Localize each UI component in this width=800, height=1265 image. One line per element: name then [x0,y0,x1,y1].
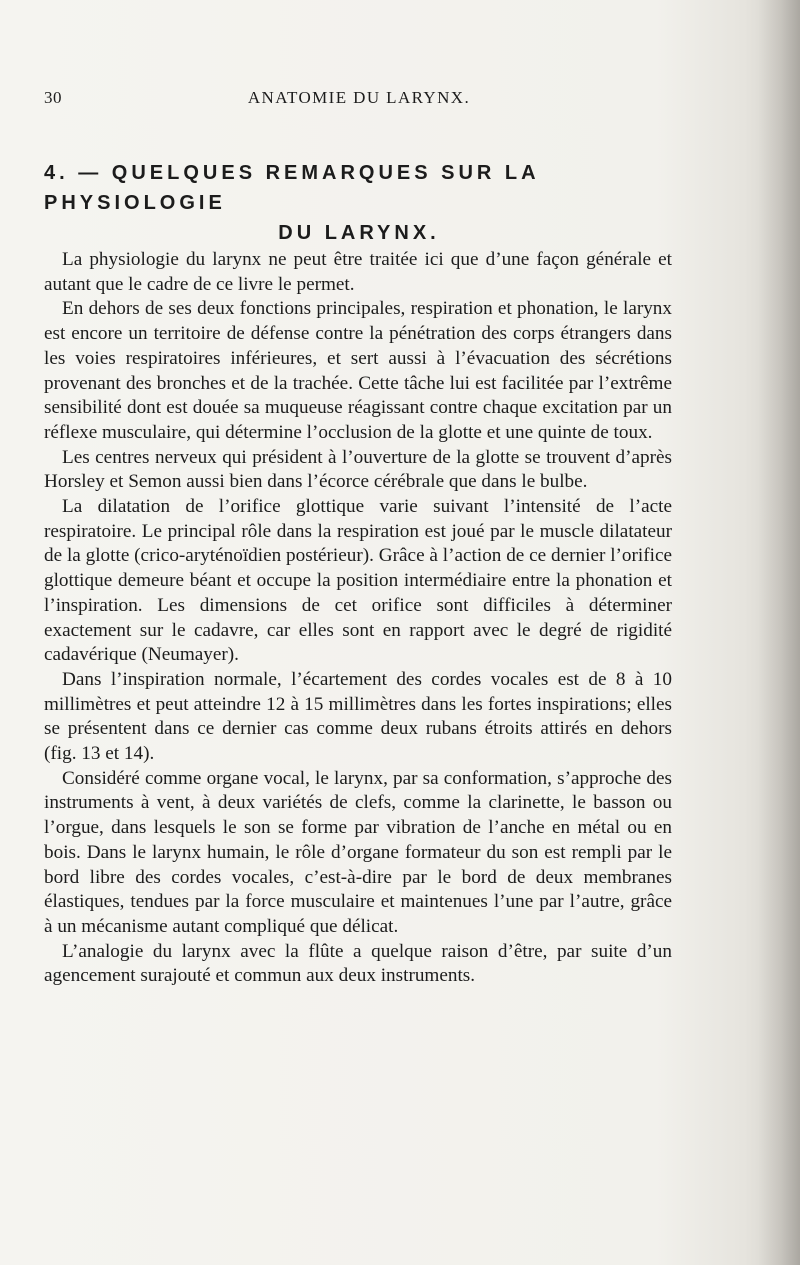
body-text [44,248,672,989]
paragraph: L’analogie du larynx avec la flûte a quelque raison d’être, par suite d’un agencement surajouté et commun aux deux instruments. [44,940,672,987]
paragraph: La physiologie du larynx ne peut être traitée ici que d’une façon générale et autant que le cadre de ce livre le permet. [44,249,672,295]
paragraph: Les centres nerveux qui président à l’ouverture de la glotte se trouvent d’après Horsley et Semon aussi bien dans l’écorce cérébrale que dans le bulbe. [44,446,672,493]
paragraph: Considéré comme organe vocal, le larynx, par sa conformation, s’approche des instruments à vent, à deux variétés de clefs, comme la clarinette, le basson ou l’orgue, dans lesquels le son se forme par vibration de l’anche en métal ou en bois. Dans le larynx humain, le rôle d’organe formateur du son est rempli par le bord libre des cordes vocales, c’est-à-dire par le bord de deux membranes élastiques, tendues par la force musculaire et maintenues l’une par l’autre, grâce à un mécanisme autant compliqué que délicat. [44,767,672,937]
paragraph: La dilatation de l’orifice glottique varie suivant l’intensité de l’acte respiratoire. Le principal rôle dans la respiration est joué par le muscle dilatateur de la glotte (crico-aryténoïdien postérieur). Grâce à l’action de ce dernier l’orifice glottique demeure béant et occupe la position intermédiaire entre la phonation et l’inspiration. Les dimensions de cet orifice sont difficiles à déterminer exactement sur le cadavre, car elles sont en rapport avec le degré de rigidité cadavérique (Neumayer). [44,496,672,666]
section-heading-line-1: 4. — QUELQUES REMARQUES SUR LA PHYSIOLOGIE [44,162,539,214]
paragraph: En dehors de ses deux fonctions principales, respiration et phonation, le larynx est encore un territoire de défense contre la pénétration des corps étrangers dans les voies respiratoires inférieures, et sert aussi à l’évacuation des sécrétions provenant des bronches et de la trachée. Cette tâche lui est facilitée par l’extrême sensibilité dont est douée sa muqueuse réagissant contre chaque excitation par un réflexe musculaire, qui détermine l’occlusion de la glotte et une quinte de toux. [44,298,672,443]
running-title: ANATOMIE DU LARYNX. [247,88,471,107]
section-heading-line-2: DU LARYNX. [278,222,440,244]
paragraph: Dans l’inspiration normale, l’écartement des cordes vocales est de 8 à 10 millimètres et peut atteindre 12 à 15 millimètres dans les fortes inspirations; elles se présentent dans ce dernier cas comme deux rubans étroits attirés en dehors (fig. 13 et 14). [44,668,672,765]
spine-shadow [758,0,800,1265]
section-heading [44,158,674,248]
running-head [44,88,674,114]
page-number: 30 [44,88,62,107]
